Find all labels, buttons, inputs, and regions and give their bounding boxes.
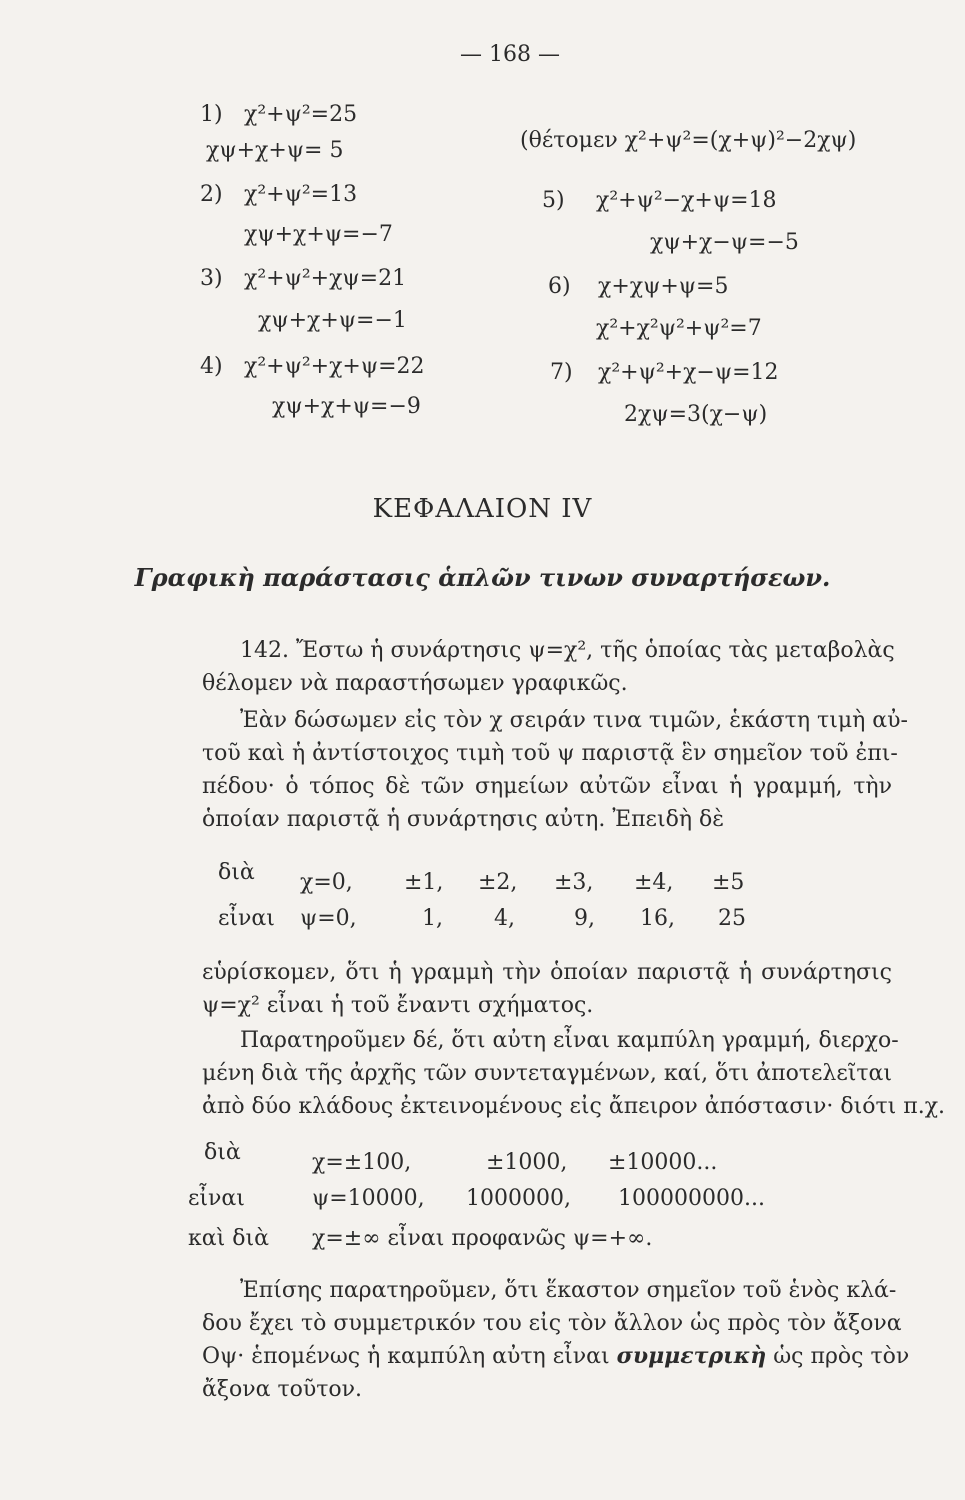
paragraph	[202, 1274, 910, 1406]
paragraph-142	[202, 634, 895, 700]
equation: χ²+ψ²=13	[244, 182, 358, 207]
text-line: τοῦ καὶ ἡ ἀντίστοιχος τιμὴ τοῦ ψ παριστᾷ ἓν σημεῖον τοῦ ἐπι-	[202, 741, 898, 766]
text-line: εὑρίσκομεν, ὅτι ἡ γραμμὴ τὴν ὁποίαν παριστᾷ ἡ συνάρτησις	[202, 960, 892, 985]
section-title: Γραφικὴ παράστασις ἁπλῶν τινων συναρτήσεων.	[134, 563, 831, 592]
table-cell: ±5	[712, 870, 745, 895]
exercise-number: 1)	[200, 102, 223, 127]
text-line: ἀπὸ δύο κλάδους ἐκτεινομένους εἰς ἄπειρον ἀπόστασιν· διότι π.χ.	[202, 1094, 946, 1119]
text-line: ἄξονα τοῦτον.	[202, 1377, 363, 1402]
chapter-heading: ΚΕΦΑΛΑΙΟΝ IV	[372, 494, 593, 524]
equation: χψ+χ+ψ=−7	[244, 222, 393, 247]
table-cell: 25	[718, 906, 746, 931]
table-cell: χ=0,	[300, 870, 353, 895]
table-cell: 100000000...	[618, 1186, 765, 1211]
table-cell: ±1,	[404, 870, 444, 895]
text-line: Παρατηροῦμεν δέ, ὅτι αὐτη εἶναι καμπύλη γραμμή, διερχο-	[240, 1028, 899, 1053]
text-line: ὁποίαν παριστᾷ ἡ συνάρτησις αὐτη. Ἐπειδὴ δὲ	[202, 807, 725, 832]
equation: χ²+ψ²−χ+ψ=18	[596, 188, 777, 213]
table-cell: ±10000...	[608, 1150, 718, 1175]
paragraph	[202, 1024, 946, 1123]
table-cell: 1,	[422, 906, 443, 931]
text-line: ψ=χ² εἶναι ἡ τοῦ ἔναντι σχήματος.	[202, 993, 594, 1018]
equation: χψ+χ+ψ=−1	[258, 308, 407, 333]
table-cell: ±1000,	[486, 1150, 568, 1175]
equation: χ+χψ+ψ=5	[598, 274, 729, 299]
text-line: μένη διὰ τῆς ἀρχῆς τῶν συντεταγμένων, καί, ὅτι ἀποτελεῖται	[202, 1061, 892, 1086]
table-cell: ±2,	[478, 870, 518, 895]
table-label: εἶναι	[188, 1186, 245, 1211]
table-cell: 4,	[494, 906, 515, 931]
paragraph	[202, 704, 908, 836]
text-line: 142. Ἔστω ἡ συνάρτησις ψ=χ², τῆς ὁποίας τὰς μεταβολὰς	[240, 638, 895, 663]
exercise-number: 3)	[200, 266, 223, 291]
table-cell: ψ=0,	[300, 906, 357, 931]
text-line: πέδου· ὁ τόπος δὲ τῶν σημείων αὐτῶν εἶναι ἡ γραμμή, τὴν	[202, 774, 892, 799]
text-fragment: ὡς πρὸς τὸν	[773, 1344, 910, 1369]
paragraph	[202, 956, 892, 1022]
table-cell: ±4,	[634, 870, 674, 895]
text-line: Ἐὰν δώσωμεν εἰς τὸν χ σειράν τινα τιμῶν, ἑκάστη τιμὴ αὐ-	[240, 708, 908, 733]
table-label: διὰ	[218, 860, 255, 885]
page-number: — 168 —	[460, 42, 560, 67]
text-line	[202, 1340, 910, 1373]
table-cell: ψ=10000,	[312, 1186, 425, 1211]
text-line: Ἐπίσης παρατηροῦμεν, ὅτι ἕκαστον σημεῖον τοῦ ἑνὸς κλά-	[240, 1278, 897, 1303]
emphasized-term: συμμετρικὴ	[616, 1343, 767, 1369]
equation: χ²+ψ²+χψ=21	[244, 266, 407, 291]
equation: χψ+χ+ψ= 5	[206, 138, 344, 163]
exercise-number: 5)	[542, 188, 565, 213]
table-cell: χ=±∞ εἶναι προφανῶς ψ=+∞.	[312, 1226, 653, 1251]
equation: χ²+ψ²+χ+ψ=22	[244, 354, 425, 379]
equation: χψ+χ−ψ=−5	[650, 230, 799, 255]
table-cell: 9,	[574, 906, 595, 931]
table-cell: ±3,	[554, 870, 594, 895]
table-cell: 1000000,	[466, 1186, 571, 1211]
equation: χ²+χ²ψ²+ψ²=7	[596, 316, 762, 341]
table-label: καὶ διὰ	[188, 1226, 269, 1251]
text-fragment: Οψ· ἑπομένως ἡ καμπύλη αὐτη εἶναι	[202, 1344, 610, 1369]
table-cell: 16,	[640, 906, 675, 931]
table-cell: χ=±100,	[312, 1150, 412, 1175]
equation: 2χψ=3(χ−ψ)	[624, 402, 768, 427]
equation: χ²+ψ²+χ−ψ=12	[598, 360, 779, 385]
exercise-number: 7)	[550, 360, 573, 385]
table-label: εἶναι	[218, 906, 275, 931]
exercise-number: 4)	[200, 354, 223, 379]
equation: χψ+χ+ψ=−9	[272, 394, 421, 419]
equation: χ²+ψ²=25	[244, 102, 358, 127]
exercise-number: 6)	[548, 274, 571, 299]
hint-note: (θέτομεν χ²+ψ²=(χ+ψ)²−2χψ)	[520, 128, 857, 153]
exercise-number: 2)	[200, 182, 223, 207]
text-line: θέλομεν νὰ παραστήσωμεν γραφικῶς.	[202, 671, 628, 696]
text-line: δου ἔχει τὸ συμμετρικόν του εἰς τὸν ἄλλον ὡς πρὸς τὸν ἄξονα	[202, 1311, 902, 1336]
table-label: διὰ	[204, 1140, 241, 1165]
